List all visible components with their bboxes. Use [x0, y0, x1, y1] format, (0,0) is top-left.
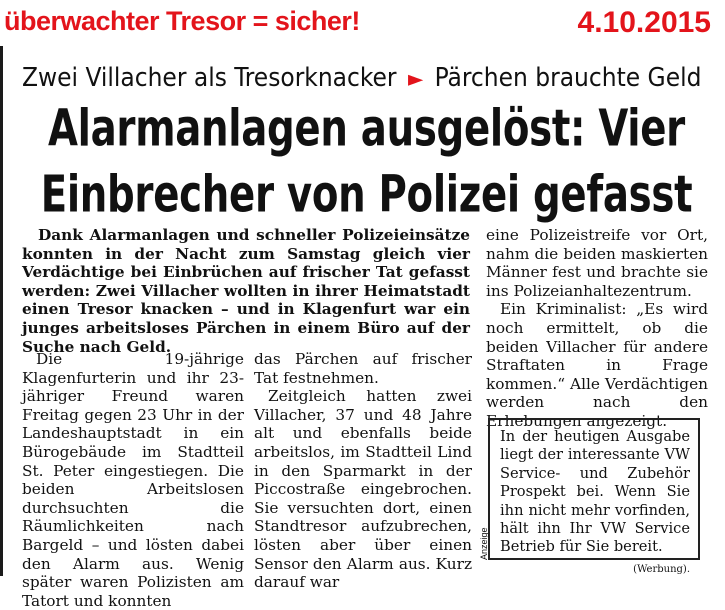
- kicker-left: Zwei Villacher als Tresorknacker: [22, 63, 397, 93]
- headline: [14, 96, 719, 228]
- kicker-line: [22, 62, 722, 96]
- triangle-arrow-icon: ►: [407, 67, 424, 92]
- article-column-3: [486, 226, 708, 431]
- column-2-paragraph-2: Zeitgleich hatten zwei Villacher, 37 und 48 Jahre alt und ebenfalls beide arbeitslos, im Stadtteil Lind in den Sparmarkt in der Piccostraße eingebrochen. Sie versuchten dort, einen Standtresor aufzubrechen, lösten aber über einen Sensor den Alarm aus. Kurz darauf war: [254, 387, 472, 592]
- article-column-2: [254, 350, 472, 592]
- column-3-paragraph-2: Ein Kriminalist: „Es wird noch ermittelt, ob die beiden Villacher für andere Straftaten in Frage kommen.“ Alle Verdächtigen werden nach den Erhebungen angezeigt.: [486, 300, 708, 430]
- article-column-1: [22, 350, 244, 610]
- column-2-paragraph-1: das Pärchen auf frischer Tat festnehmen.: [254, 350, 472, 387]
- column-3-paragraph-1: eine Polizeistreife vor Ort, nahm die beiden maskierten Männer fest und brachte sie ins Polizeianhaltezentrum.: [486, 226, 708, 300]
- headline-line-2: Einbrecher von Polizei gefasst: [40, 165, 693, 225]
- anzeige-label: Anzeige: [479, 527, 489, 560]
- ad-werbung-tag: (Werbung).: [633, 563, 690, 575]
- headline-line-1: Alarmanlagen ausgelöst: Vier: [48, 99, 685, 159]
- advertisement-box: [488, 418, 700, 575]
- ad-text: In der heutigen Ausgabe liegt der interessante VW Service- und Zubehör Prospekt bei. Wenn Sie ihn nicht mehr vorfinden, hält ihn Ihr VW Service Betrieb für Sie bereit.: [500, 428, 690, 556]
- lead-paragraph: Dank Alarmanlagen und schneller Polizeieinsätze konnten in der Nacht zum Samstag gleich vier Verdächtige bei Einbrüchen auf frischer Tat gefasst werden: Zwei Villacher wollten in ihrer Heimatstadt einen Tresor knacken – und in Klagenfurt war ein junges arbeitsloses Pärchen in einem Büro auf der Suche nach Geld.: [22, 226, 470, 356]
- kicker-right: Pärchen brauchte Geld: [434, 63, 702, 93]
- date-overlay: 4.10.2015: [577, 6, 711, 39]
- tagline-overlay: überwachter Tresor = sicher!: [4, 6, 360, 36]
- page-edge-rule: [0, 46, 3, 576]
- column-1-paragraph: Die 19-jährige Klagenfurterin und ihr 23-jähriger Freund waren Freitag gegen 23 Uhr in der Landeshauptstadt in ein Bürogebäude im Stadtteil St. Peter eingestiegen. Die beiden Arbeitslosen durchsuchten die Räumlichkeiten nach Bargeld – und lösten dabei den Alarm aus. Wenig später waren Polizisten am Tatort und konnten: [22, 350, 244, 610]
